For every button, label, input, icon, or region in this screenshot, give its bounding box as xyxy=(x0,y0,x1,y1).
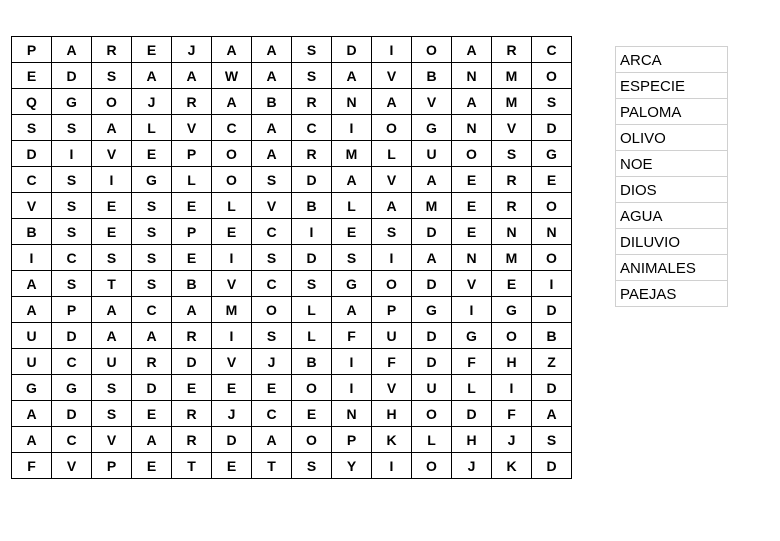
grid-cell: N xyxy=(492,219,532,245)
grid-cell: E xyxy=(212,375,252,401)
grid-cell: P xyxy=(92,453,132,479)
grid-cell: I xyxy=(52,141,92,167)
grid-cell: S xyxy=(332,245,372,271)
grid-cell: S xyxy=(52,271,92,297)
grid-cell: A xyxy=(532,401,572,427)
grid-cell: V xyxy=(212,271,252,297)
grid-cell: B xyxy=(532,323,572,349)
grid-cell: S xyxy=(52,219,92,245)
grid-cell: R xyxy=(492,167,532,193)
grid-cell: S xyxy=(132,271,172,297)
grid-row xyxy=(12,193,572,219)
grid-cell: D xyxy=(412,349,452,375)
grid-cell: C xyxy=(12,167,52,193)
grid-cell: S xyxy=(532,427,572,453)
grid-cell: S xyxy=(132,245,172,271)
grid-row xyxy=(12,271,572,297)
grid-cell: F xyxy=(12,453,52,479)
grid-cell: M xyxy=(492,245,532,271)
grid-cell: D xyxy=(292,245,332,271)
grid-cell: O xyxy=(532,193,572,219)
grid-cell: M xyxy=(332,141,372,167)
grid-row xyxy=(12,167,572,193)
grid-cell: S xyxy=(92,63,132,89)
grid-cell: E xyxy=(92,219,132,245)
grid-cell: W xyxy=(212,63,252,89)
grid-cell: L xyxy=(212,193,252,219)
grid-cell: E xyxy=(332,219,372,245)
grid-cell: N xyxy=(332,89,372,115)
grid-cell: E xyxy=(132,37,172,63)
grid-cell: O xyxy=(412,453,452,479)
grid-cell: J xyxy=(492,427,532,453)
grid-cell: E xyxy=(252,375,292,401)
grid-cell: C xyxy=(132,297,172,323)
grid-cell: D xyxy=(532,297,572,323)
grid-cell: V xyxy=(12,193,52,219)
grid-cell: G xyxy=(12,375,52,401)
grid-cell: H xyxy=(452,427,492,453)
grid-cell: A xyxy=(12,401,52,427)
grid-cell: R xyxy=(132,349,172,375)
grid-cell: V xyxy=(52,453,92,479)
grid-cell: S xyxy=(252,167,292,193)
grid-cell: O xyxy=(292,427,332,453)
grid-cell: A xyxy=(252,37,292,63)
grid-cell: P xyxy=(172,141,212,167)
grid-cell: H xyxy=(492,349,532,375)
grid-cell: A xyxy=(332,167,372,193)
grid-cell: D xyxy=(52,323,92,349)
grid-cell: B xyxy=(172,271,212,297)
grid-cell: S xyxy=(252,323,292,349)
grid-cell: D xyxy=(532,375,572,401)
grid-cell: C xyxy=(52,349,92,375)
grid-cell: D xyxy=(452,401,492,427)
grid-cell: G xyxy=(452,323,492,349)
grid-cell: C xyxy=(52,245,92,271)
grid-cell: M xyxy=(492,63,532,89)
grid-cell: I xyxy=(532,271,572,297)
grid-cell: Q xyxy=(12,89,52,115)
grid-cell: U xyxy=(12,349,52,375)
grid-cell: A xyxy=(372,89,412,115)
word-list-item: DILUVIO xyxy=(616,229,727,255)
grid-cell: V xyxy=(252,193,292,219)
grid-cell: E xyxy=(492,271,532,297)
grid-cell: E xyxy=(132,141,172,167)
grid-cell: J xyxy=(132,89,172,115)
grid-cell: O xyxy=(372,115,412,141)
grid-cell: S xyxy=(292,37,332,63)
grid-cell: U xyxy=(12,323,52,349)
grid-cell: C xyxy=(252,401,292,427)
grid-cell: V xyxy=(92,427,132,453)
grid-cell: U xyxy=(412,141,452,167)
grid-cell: H xyxy=(372,401,412,427)
grid-cell: R xyxy=(172,89,212,115)
grid-cell: O xyxy=(412,401,452,427)
grid-cell: A xyxy=(172,297,212,323)
grid-cell: O xyxy=(492,323,532,349)
grid-cell: E xyxy=(532,167,572,193)
grid-cell: O xyxy=(252,297,292,323)
grid-cell: S xyxy=(52,115,92,141)
grid-cell: D xyxy=(332,37,372,63)
grid-cell: K xyxy=(492,453,532,479)
grid-cell: F xyxy=(372,349,412,375)
grid-cell: G xyxy=(52,89,92,115)
grid-cell: A xyxy=(52,37,92,63)
grid-cell: O xyxy=(292,375,332,401)
grid-cell: M xyxy=(492,89,532,115)
grid-cell: A xyxy=(412,167,452,193)
word-list-item: PAEJAS xyxy=(616,281,727,307)
grid-cell: J xyxy=(172,37,212,63)
grid-cell: A xyxy=(12,297,52,323)
grid-cell: P xyxy=(372,297,412,323)
grid-cell: G xyxy=(492,297,532,323)
grid-cell: A xyxy=(92,323,132,349)
grid-cell: O xyxy=(92,89,132,115)
grid-cell: R xyxy=(172,323,212,349)
grid-cell: P xyxy=(12,37,52,63)
grid-cell: I xyxy=(372,453,412,479)
grid-cell: G xyxy=(332,271,372,297)
grid-cell: I xyxy=(492,375,532,401)
grid-cell: L xyxy=(332,193,372,219)
grid-cell: R xyxy=(492,193,532,219)
word-list xyxy=(615,46,728,307)
grid-cell: R xyxy=(292,89,332,115)
grid-cell: S xyxy=(292,271,332,297)
grid-cell: R xyxy=(172,401,212,427)
grid-cell: A xyxy=(252,427,292,453)
grid-cell: S xyxy=(92,375,132,401)
grid-cell: Z xyxy=(532,349,572,375)
grid-cell: V xyxy=(372,63,412,89)
grid-cell: E xyxy=(212,453,252,479)
grid-cell: E xyxy=(132,401,172,427)
grid-cell: A xyxy=(452,89,492,115)
grid-cell: B xyxy=(12,219,52,245)
grid-cell: O xyxy=(212,167,252,193)
grid-cell: D xyxy=(52,63,92,89)
grid-cell: S xyxy=(292,453,332,479)
grid-cell: E xyxy=(452,193,492,219)
grid-cell: S xyxy=(52,193,92,219)
grid-cell: I xyxy=(212,323,252,349)
grid-cell: L xyxy=(172,167,212,193)
grid-cell: A xyxy=(12,271,52,297)
grid-cell: A xyxy=(452,37,492,63)
grid-cell: R xyxy=(292,141,332,167)
grid-cell: L xyxy=(292,297,332,323)
grid-cell: U xyxy=(372,323,412,349)
grid-cell: I xyxy=(12,245,52,271)
word-list-item: ANIMALES xyxy=(616,255,727,281)
grid-row xyxy=(12,37,572,63)
grid-row xyxy=(12,323,572,349)
grid-cell: I xyxy=(452,297,492,323)
grid-row xyxy=(12,349,572,375)
grid-row xyxy=(12,375,572,401)
grid-row xyxy=(12,401,572,427)
grid-cell: A xyxy=(12,427,52,453)
grid-cell: S xyxy=(492,141,532,167)
grid-cell: P xyxy=(332,427,372,453)
grid-cell: A xyxy=(332,297,372,323)
grid-cell: U xyxy=(92,349,132,375)
grid-cell: G xyxy=(412,115,452,141)
grid-cell: M xyxy=(212,297,252,323)
grid-cell: D xyxy=(52,401,92,427)
grid-cell: L xyxy=(292,323,332,349)
grid-cell: E xyxy=(12,63,52,89)
grid-cell: S xyxy=(132,219,172,245)
grid-cell: V xyxy=(212,349,252,375)
grid-cell: A xyxy=(172,63,212,89)
grid-cell: E xyxy=(172,375,212,401)
grid-cell: F xyxy=(332,323,372,349)
grid-cell: G xyxy=(52,375,92,401)
grid-cell: V xyxy=(452,271,492,297)
grid-cell: E xyxy=(172,245,212,271)
grid-cell: R xyxy=(492,37,532,63)
grid-cell: I xyxy=(92,167,132,193)
grid-row xyxy=(12,453,572,479)
grid-cell: J xyxy=(212,401,252,427)
grid-cell: C xyxy=(52,427,92,453)
grid-cell: A xyxy=(132,63,172,89)
grid-cell: E xyxy=(292,401,332,427)
grid-row xyxy=(12,245,572,271)
grid-cell: I xyxy=(332,375,372,401)
grid-cell: D xyxy=(172,349,212,375)
grid-cell: E xyxy=(132,453,172,479)
grid-cell: O xyxy=(532,63,572,89)
grid-row xyxy=(12,297,572,323)
grid-cell: N xyxy=(332,401,372,427)
grid-cell: I xyxy=(372,245,412,271)
grid-cell: A xyxy=(212,89,252,115)
grid-cell: M xyxy=(412,193,452,219)
grid-cell: V xyxy=(372,375,412,401)
grid-cell: O xyxy=(452,141,492,167)
grid-cell: O xyxy=(412,37,452,63)
grid-cell: C xyxy=(252,219,292,245)
grid-cell: A xyxy=(132,427,172,453)
grid-cell: S xyxy=(92,401,132,427)
grid-cell: S xyxy=(372,219,412,245)
grid-cell: D xyxy=(532,453,572,479)
grid-cell: O xyxy=(372,271,412,297)
grid-cell: O xyxy=(532,245,572,271)
grid-cell: J xyxy=(452,453,492,479)
grid-cell: N xyxy=(452,115,492,141)
grid-cell: C xyxy=(212,115,252,141)
grid-cell: G xyxy=(412,297,452,323)
grid-cell: A xyxy=(212,37,252,63)
grid-cell: A xyxy=(252,63,292,89)
grid-cell: S xyxy=(252,245,292,271)
grid-cell: S xyxy=(292,63,332,89)
grid-cell: D xyxy=(292,167,332,193)
grid-cell: L xyxy=(132,115,172,141)
grid-cell: B xyxy=(412,63,452,89)
grid-cell: K xyxy=(372,427,412,453)
grid-cell: B xyxy=(292,193,332,219)
grid-cell: I xyxy=(332,349,372,375)
grid-cell: B xyxy=(292,349,332,375)
grid-cell: O xyxy=(212,141,252,167)
word-search-grid xyxy=(11,36,572,479)
grid-cell: D xyxy=(132,375,172,401)
grid-row xyxy=(12,115,572,141)
grid-cell: A xyxy=(252,115,292,141)
grid-row xyxy=(12,427,572,453)
grid-cell: D xyxy=(412,323,452,349)
grid-cell: V xyxy=(172,115,212,141)
grid-cell: A xyxy=(412,245,452,271)
grid-cell: S xyxy=(132,193,172,219)
grid-row xyxy=(12,89,572,115)
grid-cell: C xyxy=(292,115,332,141)
grid-cell: L xyxy=(372,141,412,167)
grid-cell: G xyxy=(132,167,172,193)
grid-cell: F xyxy=(452,349,492,375)
grid-cell: A xyxy=(92,115,132,141)
grid-body xyxy=(12,37,572,479)
grid-cell: S xyxy=(12,115,52,141)
grid-cell: E xyxy=(172,193,212,219)
grid-cell: L xyxy=(412,427,452,453)
grid-cell: R xyxy=(172,427,212,453)
word-list-item: OLIVO xyxy=(616,125,727,151)
grid-cell: P xyxy=(52,297,92,323)
grid-cell: D xyxy=(212,427,252,453)
grid-cell: E xyxy=(452,219,492,245)
grid-cell: P xyxy=(172,219,212,245)
grid-cell: I xyxy=(292,219,332,245)
grid-cell: E xyxy=(452,167,492,193)
grid-cell: C xyxy=(252,271,292,297)
grid-cell: L xyxy=(452,375,492,401)
grid-cell: T xyxy=(172,453,212,479)
grid-cell: V xyxy=(372,167,412,193)
grid-row xyxy=(12,63,572,89)
grid-cell: S xyxy=(52,167,92,193)
grid-cell: D xyxy=(532,115,572,141)
grid-cell: F xyxy=(492,401,532,427)
grid-cell: A xyxy=(252,141,292,167)
grid-cell: T xyxy=(252,453,292,479)
grid-row xyxy=(12,141,572,167)
grid-row xyxy=(12,219,572,245)
word-list-item: ARCA xyxy=(616,47,727,73)
grid-cell: N xyxy=(532,219,572,245)
grid-cell: Y xyxy=(332,453,372,479)
grid-cell: A xyxy=(332,63,372,89)
grid-cell: A xyxy=(132,323,172,349)
grid-cell: I xyxy=(372,37,412,63)
grid-cell: N xyxy=(452,245,492,271)
grid-cell: J xyxy=(252,349,292,375)
grid-cell: D xyxy=(412,271,452,297)
grid-cell: D xyxy=(412,219,452,245)
grid-cell: R xyxy=(92,37,132,63)
grid-cell: A xyxy=(372,193,412,219)
word-list-item: AGUA xyxy=(616,203,727,229)
grid-cell: E xyxy=(212,219,252,245)
word-list-item: DIOS xyxy=(616,177,727,203)
grid-cell: S xyxy=(532,89,572,115)
word-list-item: PALOMA xyxy=(616,99,727,125)
grid-cell: I xyxy=(332,115,372,141)
grid-cell: C xyxy=(532,37,572,63)
grid-cell: G xyxy=(532,141,572,167)
grid-cell: B xyxy=(252,89,292,115)
grid-cell: V xyxy=(412,89,452,115)
grid-cell: T xyxy=(92,271,132,297)
grid-cell: D xyxy=(12,141,52,167)
grid-cell: S xyxy=(92,245,132,271)
grid-cell: U xyxy=(412,375,452,401)
grid-cell: V xyxy=(492,115,532,141)
word-list-item: NOE xyxy=(616,151,727,177)
grid-cell: N xyxy=(452,63,492,89)
grid-cell: I xyxy=(212,245,252,271)
word-list-item: ESPECIE xyxy=(616,73,727,99)
grid-cell: E xyxy=(92,193,132,219)
grid-cell: V xyxy=(92,141,132,167)
grid-cell: A xyxy=(92,297,132,323)
